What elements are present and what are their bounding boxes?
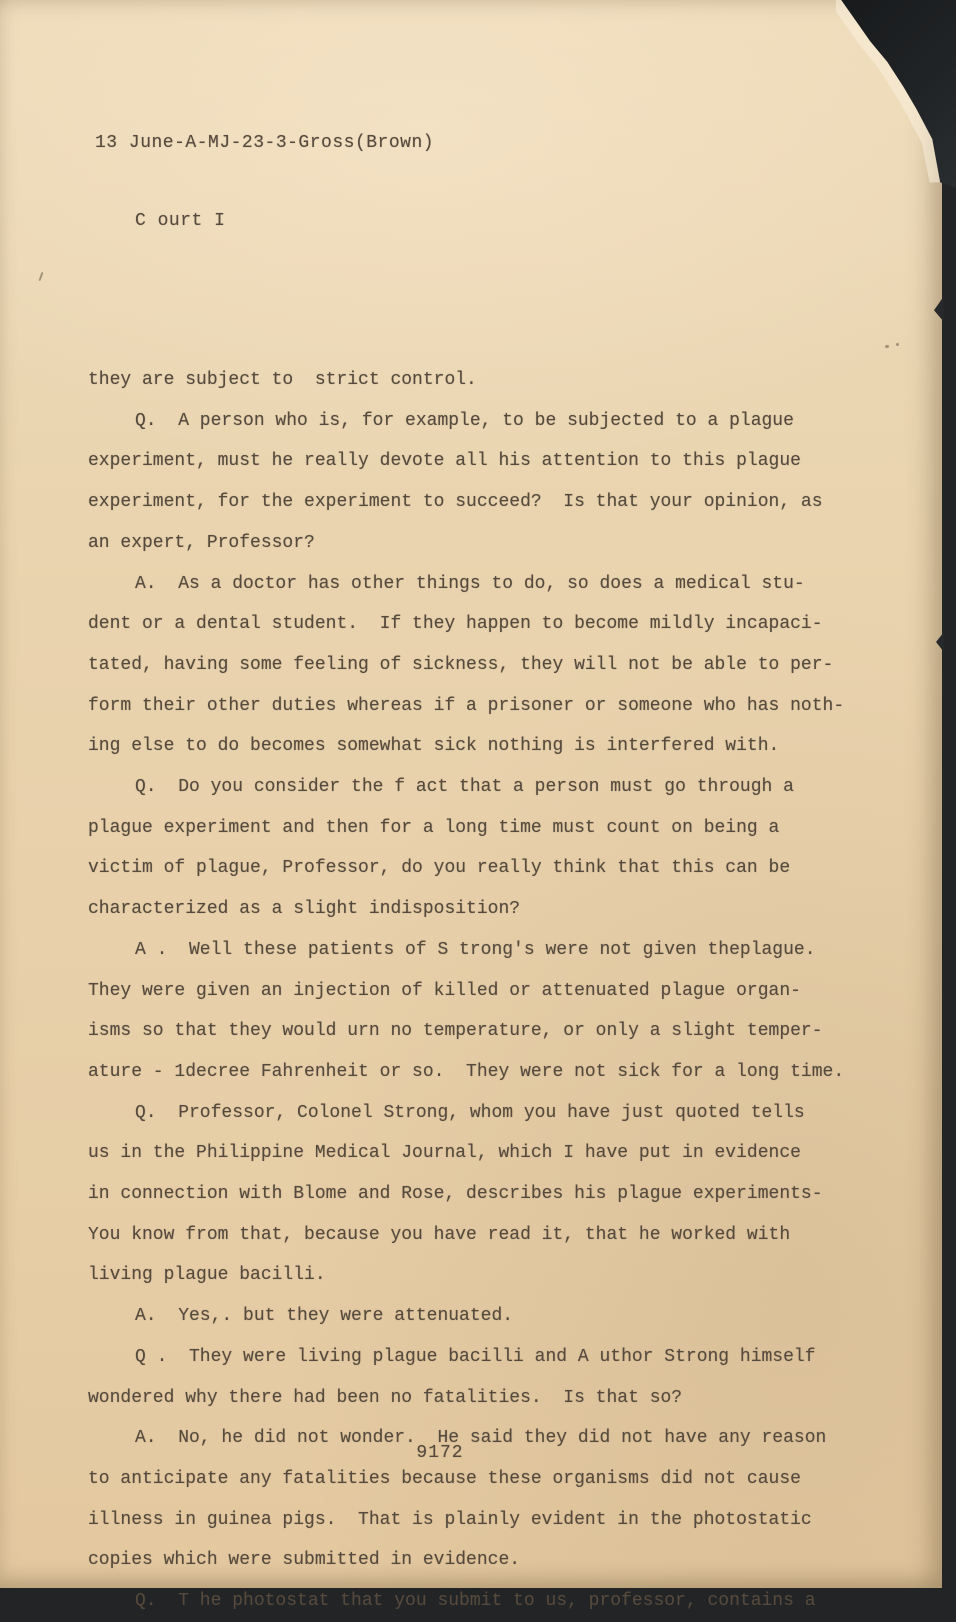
- transcript-line: victim of plague, Professor, do you really think that this can be: [88, 858, 791, 879]
- transcript-line: Q. Professor, Colonel Strong, whom you have just quoted tells: [135, 1102, 805, 1123]
- transcript-line: to anticipate any fatalities because these organisms did not cause: [88, 1468, 801, 1489]
- transcript-line: copies which were submitted in evidence.: [88, 1550, 521, 1571]
- transcript-line: plague experiment and then for a long time must count on being a: [88, 817, 780, 838]
- ink-speck: [896, 343, 899, 346]
- transcript-line: tated, having some feeling of sickness, they will not be able to per-: [88, 654, 834, 675]
- transcript-line: You know from that, because you have read it, that he worked with: [88, 1224, 791, 1245]
- transcript-line: illness in guinea pigs. That is plainly evident in the photostatic: [88, 1509, 812, 1530]
- transcript-line: Q . They were living plague bacilli and A uthor Strong himself: [135, 1346, 816, 1367]
- page-header: [0, 0, 942, 286]
- transcript-line: Q. A person who is, for example, to be subjected to a plague: [135, 410, 794, 431]
- transcript-line: living plague bacilli.: [88, 1265, 326, 1286]
- header-court-line: C ourt I: [135, 211, 226, 231]
- ink-speck: [885, 345, 889, 348]
- transcript-line: characterized as a slight indisposition?: [88, 899, 521, 920]
- transcript-line: A. No, he did not wonder. He said they did not have any reason: [135, 1428, 827, 1449]
- transcript-line: experiment, must he really devote all his attention to this plague: [88, 451, 801, 472]
- transcript-line: experiment, for the experiment to succeed? Is that your opinion, as: [88, 492, 823, 513]
- transcript-line: Q. Do you consider the f act that a person must go through a: [135, 777, 794, 798]
- header-reference-line: 13 June-A-MJ-23-3-Gross(Brown): [95, 133, 435, 153]
- transcript-line: They were given an injection of killed or attenuated plague organ-: [88, 980, 801, 1001]
- transcript-line: form their other duties whereas if a prisoner or someone who has noth-: [88, 695, 845, 716]
- transcript-line: isms so that they would urn no temperature, or only a slight temper-: [88, 1021, 823, 1042]
- page-number: 9172: [416, 1443, 464, 1463]
- transcript-line: A. Yes,. but they were attenuated.: [135, 1306, 514, 1327]
- transcript-line: wondered why there had been no fatalities. Is that so?: [88, 1387, 683, 1408]
- transcript-line: us in the Philippine Medical Journal, which I have put in evidence: [88, 1143, 801, 1164]
- transcript-line: they are subject to strict control.: [88, 370, 477, 390]
- transcript-line: ature - 1decree Fahrenheit or so. They were not sick for a long time.: [88, 1061, 845, 1082]
- transcript-line: an expert, Professor?: [88, 532, 315, 553]
- transcript-line: Q. T he photostat that you submit to us, professor, contains a: [135, 1591, 816, 1612]
- transcript-body: [0, 360, 942, 1622]
- transcript-line: in connection with Blome and Rose, describes his plague experiments-: [88, 1184, 823, 1205]
- transcript-line: dent or a dental student. If they happen to become mildly incapaci-: [88, 614, 823, 635]
- transcript-line: A. As a doctor has other things to do, so does a medical stu-: [135, 573, 805, 594]
- transcript-line: A . Well these patients of S trong's were not given theplague.: [135, 939, 816, 960]
- transcript-line: ing else to do becomes somewhat sick nothing is interfered with.: [88, 736, 780, 757]
